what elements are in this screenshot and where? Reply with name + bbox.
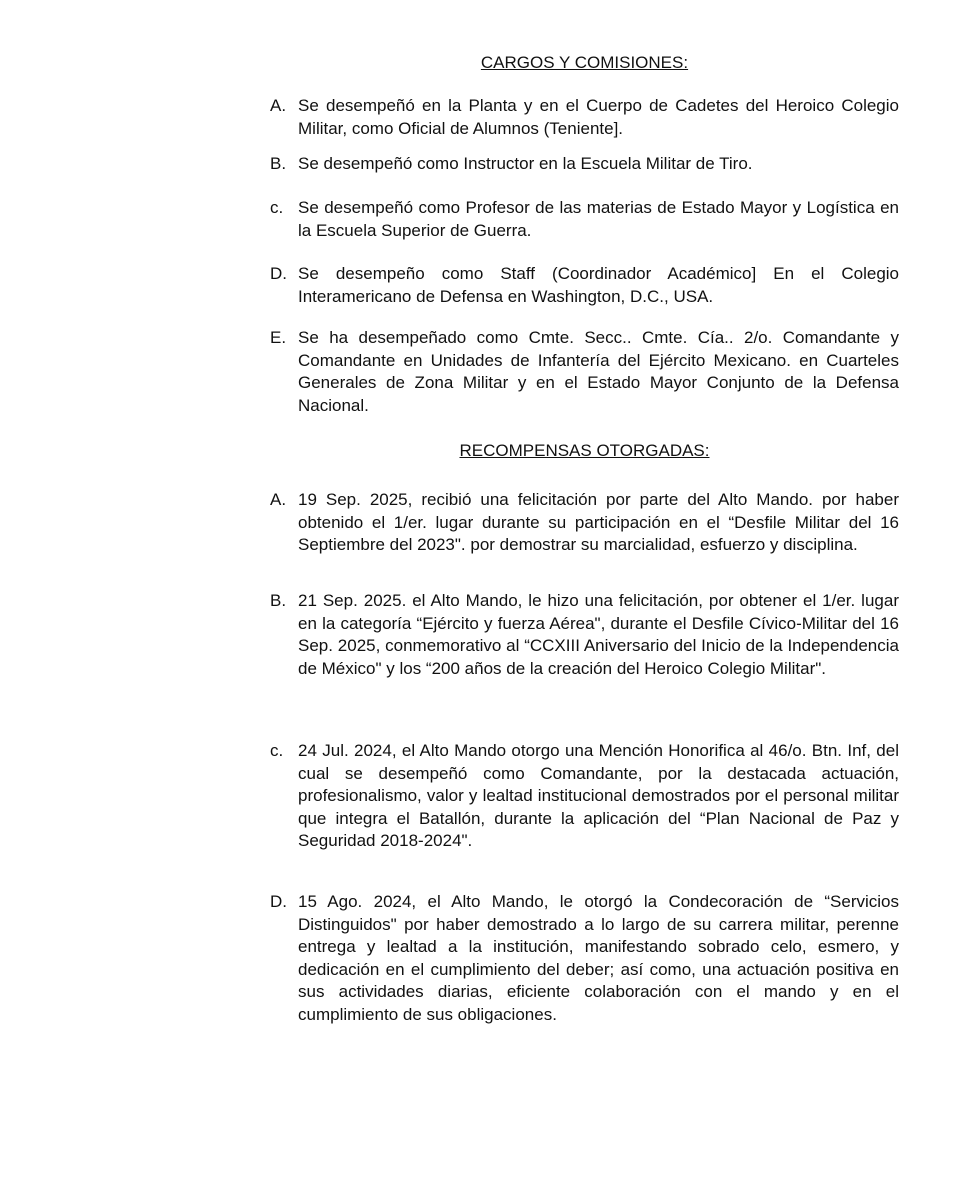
list-item	[270, 740, 899, 853]
item-letter: c.	[270, 741, 284, 760]
list-item	[270, 95, 899, 140]
item-text: 15 Ago. 2024, el Alto Mando, le otorgó la Condecoración de “Servicios Distinguidos" por haber demostrado a lo largo de su carrera militar, perenne entrega y lealtad a la institución, manifestando sobrado celo, esmero, y dedicación en el cumplimiento del deber; así como, una actuación positiva en sus actividades diarias, eficiente colaboración con el mando y en el cumplimiento de sus obligaciones.	[298, 892, 899, 1024]
section-heading-cargos: CARGOS Y COMISIONES:	[480, 53, 689, 72]
item-letter: A.	[270, 96, 287, 115]
list-item	[270, 327, 899, 417]
item-text: Se ha desempeñado como Cmte. Secc.. Cmte. Cía.. 2/o. Comandante y Comandante en Unidades de Infantería del Ejército Mexicano. en Cuarteles Generales de Zona Militar y en el Estado Mayor Conjunto de la Defensa Nacional.	[298, 328, 899, 415]
item-letter: E.	[270, 328, 287, 347]
list-item	[270, 153, 899, 176]
item-text: Se desempeñó como Instructor en la Escuela Militar de Tiro.	[298, 154, 753, 173]
list-item	[270, 263, 899, 308]
item-letter: B.	[270, 154, 287, 173]
item-text: Se desempeñó como Profesor de las materias de Estado Mayor y Logística en la Escuela Superior de Guerra.	[298, 198, 899, 240]
item-letter: D.	[270, 892, 287, 911]
section-heading-recompensas: RECOMPENSAS OTORGADAS:	[459, 441, 710, 460]
item-letter: D.	[270, 264, 287, 283]
list-item	[270, 197, 899, 242]
item-text: Se desempeñó en la Planta y en el Cuerpo de Cadetes del Heroico Colegio Militar, como Oficial de Alumnos (Teniente].	[298, 96, 899, 138]
list-item	[270, 891, 899, 1026]
item-letter: B.	[270, 591, 287, 610]
item-text: 24 Jul. 2024, el Alto Mando otorgo una Mención Honorifica al 46/o. Btn. Inf, del cual se desempeñó como Comandante, por la destacada actuación, profesionalismo, valor y lealtad institucional demostrados por el personal militar que integra el Batallón, durante la aplicación del “Plan Nacional de Paz y Seguridad 2018-2024".	[298, 741, 899, 850]
item-text: 21 Sep. 2025. el Alto Mando, le hizo una felicitación, por obtener el 1/er. lugar en la categoría “Ejército y fuerza Aérea", durante el Desfile Cívico-Militar del 16 Sep. 2025, conmemorativo al “CCXIII Aniversario del Inicio de la Independencia de México" y los “200 años de la creación del Heroico Colegio Militar".	[298, 591, 899, 678]
list-item	[270, 590, 899, 680]
item-text: 19 Sep. 2025, recibió una felicitación por parte del Alto Mando. por haber obtenido el 1/er. lugar durante su participación en el “Desfile Militar del 16 Septiembre del 2023". por demostrar su marcialidad, esfuerzo y disciplina.	[298, 490, 899, 554]
item-text: Se desempeño como Staff (Coordinador Académico] En el Colegio Interamericano de Defensa en Washington, D.C., USA.	[298, 264, 899, 306]
item-letter: A.	[270, 490, 287, 509]
item-letter: c.	[270, 198, 284, 217]
list-item	[270, 489, 899, 557]
